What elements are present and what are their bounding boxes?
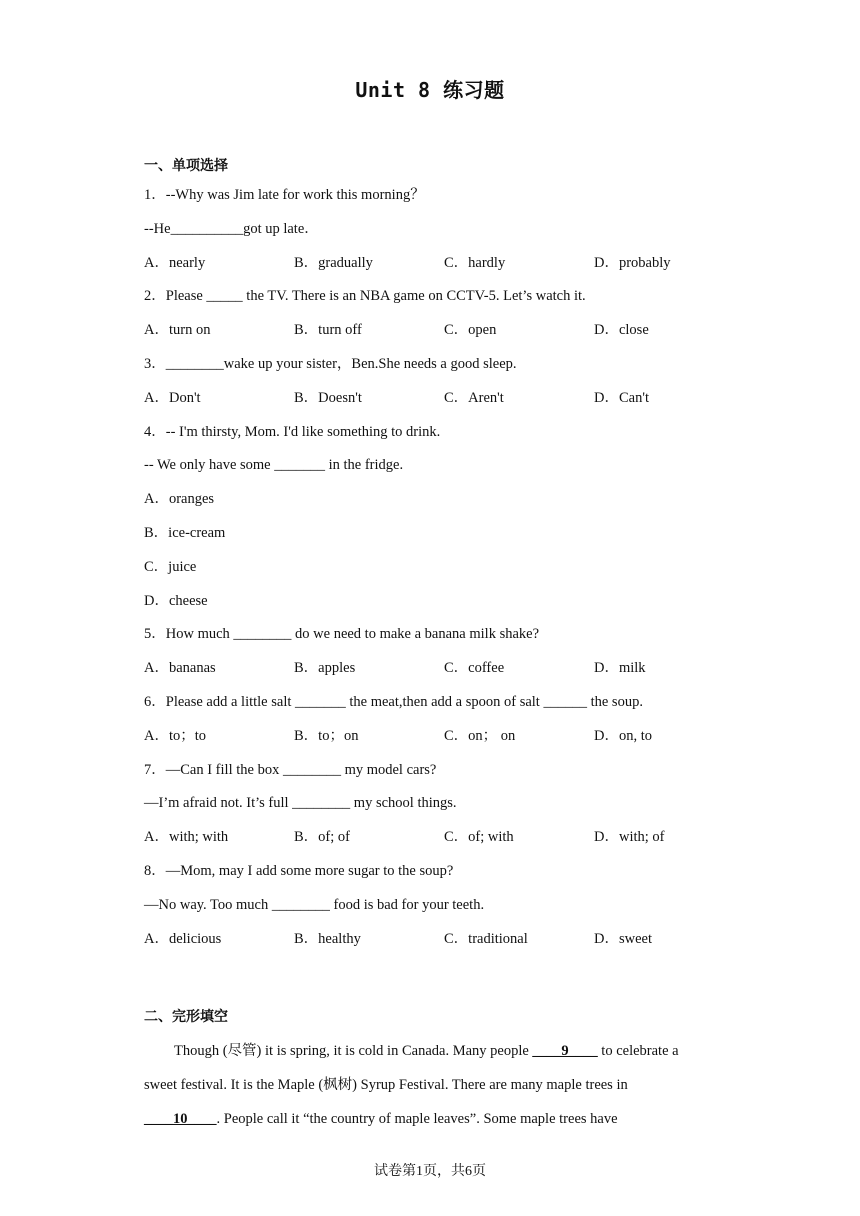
question-6-option-d: D．on, to	[594, 728, 652, 744]
passage-text: . People call it “the country of maple leaves”. Some maple trees have	[216, 1111, 618, 1127]
question-1-option-d: D．probably	[594, 255, 671, 271]
question-3-option-c: C．Aren't	[444, 390, 504, 406]
question-7-line2: —I’m afraid not. It’s full ________ my school things.	[144, 795, 457, 811]
question-3-option-b: B．Doesn't	[294, 390, 362, 406]
question-5-option-d: D．milk	[594, 660, 646, 676]
question-6-stem: 6．Please add a little salt _______ the meat,then add a spoon of salt ______ the soup.	[144, 694, 643, 710]
question-7-option-d: D．with; of	[594, 829, 665, 845]
question-5-option-b: B．apples	[294, 660, 356, 676]
question-2-option-b: B．turn off	[294, 322, 362, 338]
question-6-option-c: C．on； on	[444, 728, 516, 744]
question-2-option-c: C．open	[444, 322, 497, 338]
question-1-line2: --He__________got up late．	[144, 221, 319, 237]
passage-line-3	[144, 1109, 618, 1129]
question-5-option-c: C．coffee	[444, 660, 505, 676]
question-8-option-a: A．delicious	[144, 931, 222, 947]
question-6-option-b: B．to；on	[294, 728, 359, 744]
question-1-option-a: A．nearly	[144, 255, 206, 271]
passage-text: Though (尽管) it is spring, it is cold in Canada. Many people	[174, 1043, 533, 1059]
question-4-stem: 4．-- I'm thirsty, Mom. I'd like something to drink.	[144, 424, 441, 440]
question-4-option-a: A．oranges	[144, 491, 215, 507]
question-1-option-b: B．gradually	[294, 255, 373, 271]
question-5-option-a: A．bananas	[144, 660, 216, 676]
cloze-blank-10: ____10____	[144, 1111, 217, 1127]
question-8-line2: —No way. Too much ________ food is bad for your teeth.	[144, 897, 485, 913]
question-2-stem: 2．Please _____ the TV. There is an NBA game on CCTV-5. Let’s watch it.	[144, 288, 586, 304]
question-4-line2: -- We only have some _______ in the fridge.	[144, 457, 404, 473]
page-footer: 试卷第1页，共6页	[374, 1164, 486, 1179]
cloze-blank-9: ____9____	[532, 1043, 598, 1059]
question-2-option-d: D．close	[594, 322, 649, 338]
question-8-option-c: C．traditional	[444, 931, 528, 947]
page-title: Unit 8 练习题	[355, 78, 505, 102]
question-3-option-a: A．Don't	[144, 390, 201, 406]
question-3-option-d: D．Can't	[594, 390, 649, 406]
question-2-option-a: A．turn on	[144, 322, 211, 338]
question-4-option-b: B．ice-cream	[144, 525, 226, 541]
section-heading-single-choice: 一、单项选择	[144, 158, 228, 174]
passage-text: to celebrate a	[597, 1043, 679, 1059]
question-7-option-a: A．with; with	[144, 829, 229, 845]
question-8-stem: 8．—Mom, may I add some more sugar to the soup?	[144, 863, 454, 879]
question-7-stem: 7．—Can I fill the box ________ my model cars?	[144, 762, 437, 778]
question-5-stem: 5．How much ________ do we need to make a banana milk shake?	[144, 626, 540, 642]
question-6-option-a: A．to；to	[144, 728, 207, 744]
passage-line-1	[174, 1041, 679, 1061]
question-8-option-d: D．sweet	[594, 931, 652, 947]
question-8-option-b: B．healthy	[294, 931, 361, 947]
question-4-option-c: C．juice	[144, 559, 197, 575]
section-heading-cloze: 二、完形填空	[144, 1009, 228, 1025]
question-4-option-d: D．cheese	[144, 593, 208, 609]
question-7-option-c: C．of; with	[444, 829, 514, 845]
question-1-option-c: C．hardly	[444, 255, 506, 271]
question-3-stem: 3．________wake up your sister，Ben.She needs a good sleep.	[144, 356, 517, 372]
passage-line-2: sweet festival. It is the Maple (枫树) Syrup Festival. There are many maple trees in	[144, 1077, 628, 1093]
question-1-stem: 1．--Why was Jim late for work this morning？	[144, 187, 425, 203]
question-7-option-b: B．of; of	[294, 829, 350, 845]
